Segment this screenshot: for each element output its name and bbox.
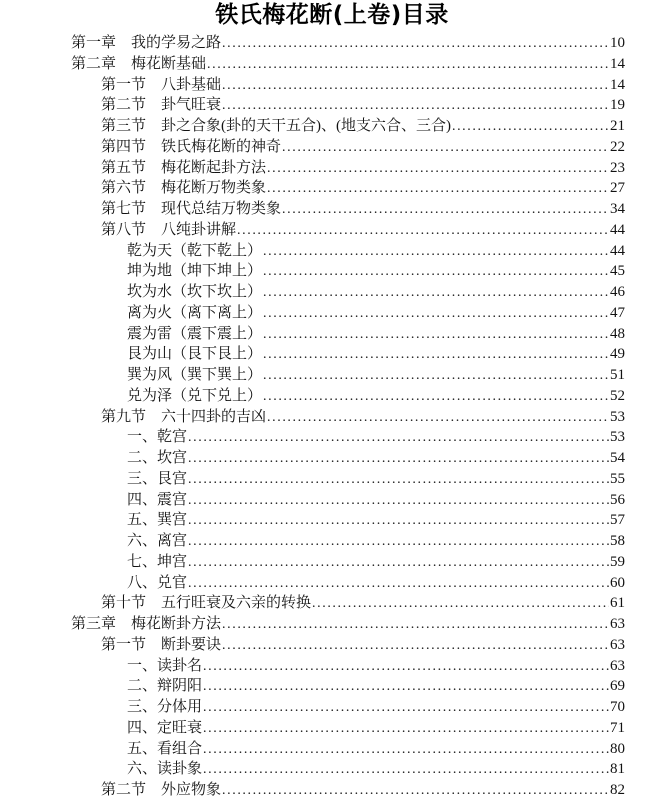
toc-entry-label: 第一节 八卦基础 <box>101 76 222 93</box>
toc-entry-label: 六、离宫 <box>127 533 188 549</box>
toc-entry-label: 坎为水（坎下坎上） <box>127 284 263 300</box>
dot-leader <box>188 531 609 553</box>
toc-entry <box>0 407 664 428</box>
toc-entry-page: 14 <box>610 55 625 72</box>
toc-entry-label: 第七节 现代总结万物类象 <box>101 201 282 217</box>
toc-entry <box>0 759 664 780</box>
dot-leader <box>267 158 609 180</box>
toc-entry-page: 47 <box>610 304 625 321</box>
toc-entry-page: 63 <box>610 657 625 674</box>
toc-entry-page: 48 <box>610 325 625 342</box>
toc-entry-page: 55 <box>610 470 625 487</box>
toc-entry <box>0 718 664 739</box>
dot-leader <box>222 780 609 800</box>
toc-entry-label: 三、分体用 <box>127 699 203 715</box>
dot-leader <box>188 427 609 449</box>
toc-entry-label: 第四节 铁氏梅花断的神奇 <box>101 138 282 155</box>
toc-entry-page: 69 <box>610 678 625 695</box>
toc-entry <box>0 137 664 158</box>
toc-entry <box>0 739 664 760</box>
toc-entry <box>0 365 664 386</box>
toc-entry-label: 第三章 梅花断卦方法 <box>71 616 222 632</box>
dot-leader <box>203 676 609 698</box>
toc-entry-page: 53 <box>610 408 625 425</box>
toc-entry-label: 一、读卦名 <box>127 657 203 674</box>
dot-leader <box>188 448 609 470</box>
toc-entry-page: 52 <box>610 387 625 404</box>
toc-entry <box>0 552 664 573</box>
toc-entry <box>0 697 664 718</box>
toc-entry-page: 44 <box>610 221 625 238</box>
dot-leader <box>188 490 609 512</box>
dot-leader <box>452 116 609 138</box>
toc-entry-page: 56 <box>610 491 625 508</box>
toc-entry <box>0 510 664 531</box>
toc-entry <box>0 33 664 54</box>
dot-leader <box>203 759 609 781</box>
dot-leader <box>263 261 609 283</box>
toc-entry-page: 58 <box>610 533 625 549</box>
toc-entry-label: 第一节 断卦要诀 <box>101 636 222 653</box>
toc-entry-page: 82 <box>610 782 625 798</box>
toc-entry <box>0 593 664 614</box>
toc-entry <box>0 75 664 96</box>
toc-entry-page: 70 <box>610 699 625 715</box>
toc-entry-label: 兑为泽（兑下兑上） <box>127 387 263 404</box>
toc-entry-page: 49 <box>610 346 625 363</box>
toc-entry-label: 五、巽宫 <box>127 512 188 529</box>
toc-entry-label: 五、看组合 <box>127 740 203 757</box>
dot-leader <box>267 178 609 200</box>
toc-entry <box>0 116 664 137</box>
page-title: 铁氏梅花断(上卷)目录 <box>215 2 449 28</box>
toc-entry <box>0 282 664 303</box>
toc-entry-label: 艮为山（艮下艮上） <box>127 346 263 363</box>
toc-entry-page: 14 <box>610 76 625 93</box>
toc-entry <box>0 324 664 345</box>
dot-leader <box>203 718 609 740</box>
toc-entry-page: 23 <box>610 159 625 176</box>
toc-entry-page: 46 <box>610 284 625 300</box>
toc-entry-label: 一、乾宫 <box>127 429 188 446</box>
toc-entry-label: 第二节 卦气旺衰 <box>101 97 222 114</box>
toc-entry-label: 乾为天（乾下乾上） <box>127 242 263 259</box>
toc-entry-label: 第十节 五行旺衰及六亲的转换 <box>101 595 312 612</box>
toc-entry-label: 震为雷（震下震上） <box>127 325 263 342</box>
dot-leader <box>222 614 609 636</box>
toc-entry-label: 坤为地（坤下坤上） <box>127 263 263 280</box>
toc-entry <box>0 95 664 116</box>
toc-entry-page: 54 <box>610 450 625 466</box>
dot-leader <box>222 95 609 117</box>
toc-entry <box>0 531 664 552</box>
toc-entry-page: 10 <box>610 35 625 51</box>
toc-entry-label: 八、兑官 <box>127 574 188 591</box>
toc-entry <box>0 676 664 697</box>
toc-entry <box>0 427 664 448</box>
toc-entry-page: 45 <box>610 263 625 280</box>
toc-entry <box>0 54 664 75</box>
toc-entry <box>0 614 664 635</box>
toc-entry-label: 第五节 梅花断起卦方法 <box>101 159 267 176</box>
toc-entry <box>0 386 664 407</box>
dot-leader <box>312 593 609 615</box>
toc-entry-page: 60 <box>610 574 625 591</box>
dot-leader <box>222 75 609 97</box>
dot-leader <box>207 54 609 76</box>
toc-entry-label: 第二章 梅花断基础 <box>71 55 207 72</box>
toc-entry-label: 四、定旺衰 <box>127 719 203 736</box>
toc-entry-label: 四、震宫 <box>127 491 188 508</box>
toc-list <box>0 33 664 800</box>
dot-leader <box>203 739 609 761</box>
toc-entry-label: 二、辩阴阳 <box>127 678 203 695</box>
toc-entry-page: 53 <box>610 429 625 446</box>
dot-leader <box>222 33 609 55</box>
toc-entry <box>0 469 664 490</box>
toc-entry-page: 59 <box>610 553 625 570</box>
toc-entry <box>0 656 664 677</box>
dot-leader <box>263 386 609 408</box>
dot-leader <box>263 303 609 325</box>
toc-entry-label: 三、艮宫 <box>127 470 188 487</box>
toc-entry-label: 第一章 我的学易之路 <box>71 35 222 51</box>
toc-entry <box>0 635 664 656</box>
toc-entry <box>0 261 664 282</box>
dot-leader <box>188 469 609 491</box>
toc-entry-page: 61 <box>610 595 625 612</box>
toc-entry-label: 二、坎宫 <box>127 450 188 466</box>
toc-entry-page: 80 <box>610 740 625 757</box>
toc-entry-label: 六、读卦象 <box>127 761 203 778</box>
toc-entry <box>0 158 664 179</box>
dot-leader <box>263 324 609 346</box>
dot-leader <box>282 199 609 221</box>
toc-entry <box>0 199 664 220</box>
dot-leader <box>188 552 609 574</box>
toc-entry-page: 34 <box>610 201 625 217</box>
dot-leader <box>263 344 609 366</box>
toc-entry <box>0 780 664 800</box>
toc-entry-page: 63 <box>610 616 625 632</box>
toc-entry <box>0 344 664 365</box>
toc-entry <box>0 303 664 324</box>
dot-leader <box>237 220 609 242</box>
toc-entry <box>0 178 664 199</box>
dot-leader <box>263 282 609 304</box>
dot-leader <box>188 573 609 595</box>
toc-entry <box>0 573 664 594</box>
toc-entry-page: 57 <box>610 512 625 529</box>
toc-entry-label: 第二节 外应物象 <box>101 782 222 798</box>
toc-entry-label: 第三节 卦之合象(卦的天干五合)、(地支六合、三合) <box>101 118 451 134</box>
toc-entry-page: 21 <box>610 118 625 134</box>
dot-leader <box>188 510 609 532</box>
toc-entry-page: 19 <box>610 97 625 114</box>
toc-entry <box>0 490 664 511</box>
toc-entry-page: 63 <box>610 636 625 653</box>
toc-entry-label: 第九节 六十四卦的吉凶 <box>101 408 267 425</box>
dot-leader <box>267 407 609 429</box>
toc-entry <box>0 241 664 262</box>
toc-entry-label: 巽为风（巽下巽上） <box>127 367 263 383</box>
dot-leader <box>282 137 609 159</box>
toc-entry-label: 第六节 梅花断万物类象 <box>101 180 267 197</box>
dot-leader <box>222 635 609 657</box>
toc-entry-label: 离为火（离下离上） <box>127 304 263 321</box>
dot-leader <box>263 365 609 387</box>
toc-entry <box>0 448 664 469</box>
toc-entry-page: 71 <box>610 719 625 736</box>
toc-entry-label: 第八节 八纯卦讲解 <box>101 221 237 238</box>
toc-entry <box>0 220 664 241</box>
dot-leader <box>203 656 609 678</box>
toc-entry-page: 44 <box>610 242 625 259</box>
toc-entry-label: 七、坤宫 <box>127 553 188 570</box>
toc-entry-page: 81 <box>610 761 625 778</box>
toc-entry-page: 51 <box>610 367 625 383</box>
dot-leader <box>263 241 609 263</box>
toc-entry-page: 27 <box>610 180 625 197</box>
dot-leader <box>203 697 609 719</box>
toc-entry-page: 22 <box>610 138 625 155</box>
